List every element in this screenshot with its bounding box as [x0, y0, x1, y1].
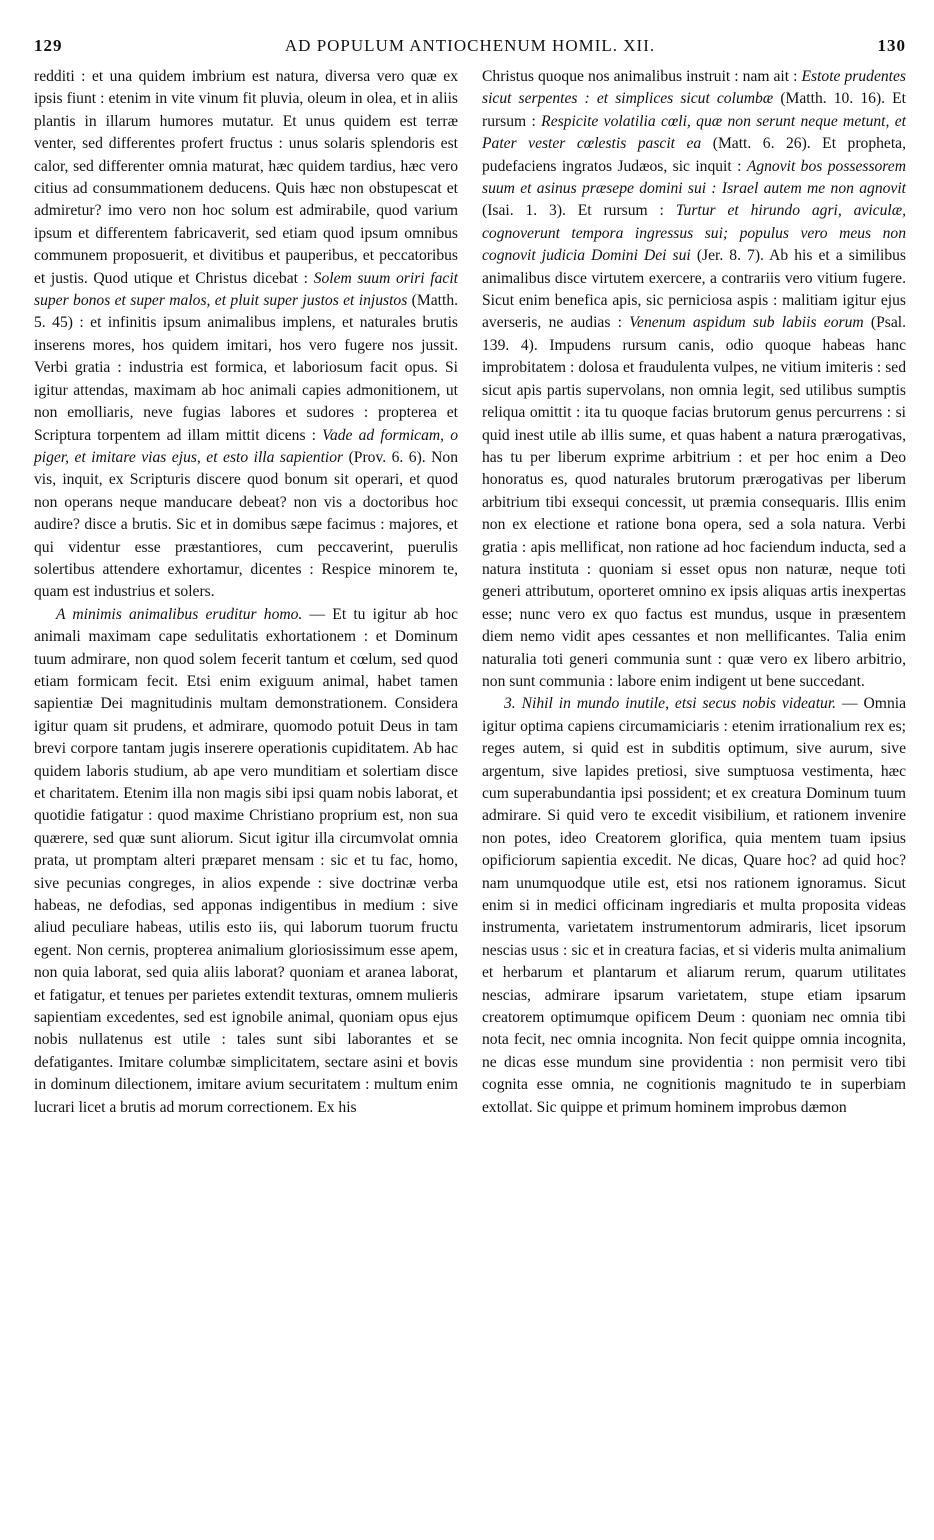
body-text: — Et tu igitur ab hoc animali maximam cape sedulitatis exhortationem : et Dominum tuum admirare, non quod solem fecerit tantum et cœlum, sed quod etiam formicam fecit. Etsi enim exiguum animal, habet tamen sapientiæ Dei magnitudinis multam demonstrationem. Considera igitur quam sit prudens, et admirare, quomodo potuit Deus in tam brevi corpore tantam jugis inserere operationis cupiditatem. Ab hac quidem laboris studium, ab ape vero munditiam et solertiam disce et charitatem. Etenim illa non magis sibi ipsi quam nobis laborat, et quotidie fatigatur : quod maxime Christiano proprium est, non sua quærere, sed quæ sunt aliorum. Sicut igitur illa circumvolat omnia prata, ut promptam alteri præparet mensam : sic et tu fac, homo, sive pecunias congreges, in alios expende : sive doctrinæ verba habeas, ne defodias, sed apponas indigentibus in medium : sive aliud peculiare habeas, utilis esto iis, qui laborum tuorum fructu egent. Non cernis, propterea animalium gloriosissimum esse apem, non quia laborat, sed quia aliis laborat? quoniam et aranea laborat, et fatigatur, et tenues per parietes extendit texturas, omnem mulieris sapientiam excedentes, sed est ignobile animal, quoniam opus ejus nobis nullatenus est utile : tales sunt sibi laborantes et se defatigantes. Imitare columbæ simplicitatem, sectare asini et bovis in dominum dilectionem, imitare avium securitatem : multum enim lucrari licet a brutis ad morum correctionem. Ex his [34, 605, 459, 1116]
body-text: (Matth. 10. 16). Et rursum : [482, 90, 906, 130]
scripture-quote: Estote prudentes sicut serpentes : et simplices sicut columbæ [482, 68, 906, 108]
running-header [34, 36, 906, 60]
paragraph [482, 66, 906, 693]
section-heading: A minimis animalibus eruditur homo. [56, 605, 303, 623]
scripture-quote: Agnovit bos possessorem suum et asinus præsepe domini sui : Israel autem me non agnovit [482, 157, 906, 198]
body-text: Christus quoque nos animalibus instruit : nam ait : [482, 68, 798, 85]
scripture-quote: Venenum aspidum sub labiis eorum [629, 314, 864, 332]
running-title: AD POPULUM ANTIOCHENUM HOMIL. XII. [284, 36, 656, 55]
left-column [34, 66, 458, 1119]
section-heading: 3. Nihil in mundo inutile, etsi secus nobis videatur. [504, 695, 837, 713]
scripture-quote: Solem suum oriri facit super bonos et super malos, et pluit super justos et injustos [34, 269, 458, 310]
paragraph [34, 66, 458, 604]
page-number-right: 130 [877, 36, 906, 55]
page-number-left: 129 [34, 36, 63, 55]
scripture-quote: Vade ad formicam, o piger, et imitare vias ejus, et esto illa sapientior [34, 426, 458, 466]
paragraph [482, 693, 906, 1119]
body-text: (Psal. 139. 4). Impudens rursum canis, odio quoque habeas hanc improbitatem : dolosa et fraudulenta vulpes, ne vitium imiteris : sed sicut apis partis supervolans, non omnia legit, sed utilibus sumptis reliqua omittit : ita tu quoque facias brutorum genus percurrens : si quid inest utile ab illis sume, et quas habent a natura prærogativas, has tu per liberum exprime arbitrium : et per hoc enim a Deo honoratus es, quod naturales brutorum prærogativas per liberum arbitrium tibi exsequi concessit, ut præmia consequaris. Illis enim non ex electione et ratione bona opera, sed a sola natura. Verbi gratia : apis mellificat, non ratione ad hoc faciendum inducta, sed a natura instituta : quoniam si esset opus non naturæ, neque toti generi attributum, oporteret omnino ex ipsis aliquas artis inexpertas esse; nunc vero ex quo factus est mundus, usque in præsentem diem nemo vidit apes cessantes et non mellificantes. Talia enim naturalia toti generi communia sunt : quæ vero ex libero arbitrio, non sunt communia : labore enim indigent ut bene succedant. [482, 314, 906, 690]
scripture-quote: Respicite volatilia cœli, quæ non serunt neque metunt, et Pater vester cœlestis pascit ea [482, 112, 906, 153]
body-text: (Matth. 5. 45) : et infinitis ipsum animalibus implens, et naturales brutis inserens mores, hos quidem imitari, hos vero fugere nos jussit. Verbi gratia : industria est formica, et laboriosum facit opus. Si igitur attendas, maximam ab hoc animali capies admonitionem, ut non emolliaris, neve fugias labores et sudores : propterea et Scriptura torpentem ad illam mittit dicens : [34, 292, 459, 444]
body-text: (Isai. 1. 3). Et rursum : [482, 202, 664, 220]
body-text: (Prov. 6. 6). Non vis, inquit, ex Scripturis discere quod bonum sit operari, et quod non operans neque manducare debeat? non vis a doctoribus hoc audire? disce a brutis. Sic et in domibus sæpe facimus : majores, et qui videntur esse præstantiores, cum peccaverint, puerulis solertibus attendere exhortamur, dicentes : Respice minorem te, quam est industrius et solers. [34, 448, 458, 601]
right-column [482, 66, 906, 1119]
body-text: — Omnia igitur optima capiens circumamiciaris : etenim irrationalium rex es; reges autem, si quid est in subditis optimum, sive aurum, sive argentum, sive lapides pretiosi, sive sumptuosa vestimenta, hæc cum superabundantia ipsi possident; et ex creatura Dominum tuum admirare. Si quid vero te excedit visibilium, et rationem invenire non potes, ideo Creatorem glorifica, quia mentem tuam ipsius opificiorum sapientia excedit. Ne dicas, Quare hoc? ad quid hoc? nam unumquodque utile est, etsi nos rationem ignoramus. Sicut enim si in medici officinam ingrediaris et multa proposita videas instrumenta, varietatem instrumentorum admiraris, licet ipsorum nescias usus : sic et in creatura facias, et si videris multa animalium et herbarum et plantarum et aliarum rerum, quarum utilitates nescias, admirare ipsarum varietatem, stupe etiam ipsarum creatorem optimumque opificem Deum : quoniam nec omnia tibi nota fecit, nec omnia incognita. Non fecit quippe omnia incognita, ne dicas esse mundum sine providentia : non permisit vero tibi cognita esse omnia, ne cognitionis magnitudo te in superbiam extollat. Sic quippe et primum hominem improbus dæmon [482, 695, 906, 1116]
body-text: (Matt. 6. 26). Et propheta, pudefaciens ingratos Judæos, sic inquit : [482, 135, 906, 175]
body-text: redditi : et una quidem imbrium est natura, diversa vero quæ ex ipsis fiunt : etenim in vite vinum fit pluvia, oleum in olea, et in aliis plantis in illarum humores mutatur. Et unus quidem est terræ venter, sed differentes profert fructus : unus solaris splendoris est calor, sed differenter omnia maturat, hæc quidem tardius, hæc vero citius ad consummationem deducens. Quis hæc non obstupescat et admiretur? imo vero non hoc solum est admirabile, quod varium ipsum et differentem fabricaverit, sed etiam quod ipsum omnibus communem proposuerit, et divitibus et pauperibus, et peccatoribus et justis. Quod utique et Christus dicebat : [34, 68, 458, 287]
body-text: (Jer. 8. 7). Ab his et a similibus animalibus disce virtutem exercere, a contrariis vero vitium fugere. Sicut enim benefica apis, sic perniciosa aspis : malitiam igitur ejus averseris, ne audias : [482, 247, 906, 332]
scripture-quote: Turtur et hirundo agri, aviculæ, cognoverunt tempora ingressus sui; populus vero meus non cognovit judicia Domini Dei sui [482, 202, 907, 265]
paragraph [34, 604, 458, 1119]
